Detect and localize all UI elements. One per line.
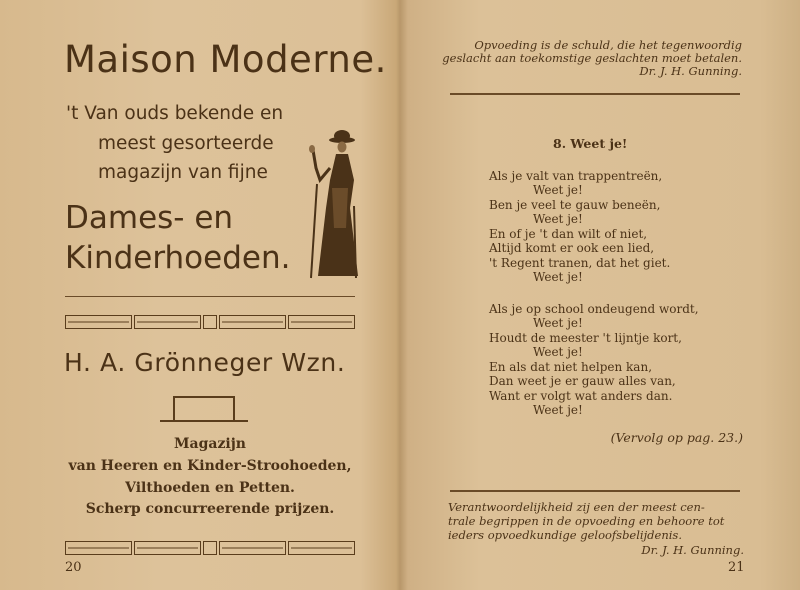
top-quote-line: geslacht aan toekomstige geslachten moet betalen. (442, 51, 742, 65)
category-line: Kinderhoeden. (65, 240, 291, 276)
firm-name: H. A. Grönneger Wzn. (64, 348, 346, 377)
poem-line: Weet je! (533, 212, 583, 226)
top-quote-line: Opvoeding is de schuld, die het tegenwoordig (474, 38, 742, 52)
poem-line: Weet je! (533, 345, 583, 359)
slogan-line: magazijn van fijne (98, 162, 268, 183)
poem-line: Weet je! (533, 270, 583, 284)
divider (65, 296, 355, 297)
poem-line: Als je op school ondeugend wordt, (489, 302, 699, 316)
bottom-quote-author: Dr. J. H. Gunning. (641, 543, 744, 557)
slogan-line: meest gesorteerde (98, 133, 274, 154)
category-line: Dames- en (65, 200, 234, 236)
poem-line: Want er volgt wat anders dan. (489, 389, 673, 403)
continued-note: (Vervolg op pag. 23.) (610, 430, 743, 445)
bottom-quote-line: Verantwoordelijkheid zij een der meest cen- (448, 500, 705, 514)
page-number: 20 (65, 560, 82, 575)
decorative-frieze (65, 315, 355, 329)
poem-line: Dan weet je er gauw alles van, (489, 374, 676, 388)
ad-line: Scherp concurreerende prijzen. (85, 501, 335, 517)
poem-line: Houdt de meester 't lijntje kort, (489, 331, 682, 345)
shop-heading: Maison Moderne. (64, 38, 387, 81)
poem-line: Ben je veel te gauw beneën, (489, 198, 661, 212)
divider (450, 490, 740, 492)
poem-line: Weet je! (533, 183, 583, 197)
slogan-line: 't Van ouds bekende en (66, 103, 284, 124)
decorative-frieze (65, 541, 355, 555)
poem-line: Weet je! (533, 403, 583, 417)
poem-line: Altijd komt er ook een lied, (489, 241, 655, 255)
poem-line: 't Regent tranen, dat het giet. (489, 256, 671, 270)
bottom-quote-line: ieders opvoedkundige geloofsbelijdenis. (448, 528, 682, 542)
divider (450, 93, 740, 95)
page-number: 21 (728, 560, 745, 575)
poem-line: En of je 't dan wilt of niet, (489, 227, 648, 241)
poem-line: Als je valt van trappentreën, (489, 169, 663, 183)
bottom-quote-line: trale begrippen in de opvoeding en behoore tot (448, 514, 725, 528)
ad-line: Vilthoeden en Petten. (125, 480, 295, 496)
top-quote-author: Dr. J. H. Gunning. (639, 64, 742, 78)
poem-line: En als dat niet helpen kan, (489, 360, 653, 374)
ad-line: van Heeren en Kinder-Stroohoeden, (68, 458, 352, 474)
woman-with-hat-illustration (300, 128, 362, 280)
ad-line: Magazijn (174, 436, 246, 452)
decorative-bracket (160, 393, 248, 423)
poem-line: Weet je! (533, 316, 583, 330)
poem-title: 8. Weet je! (553, 136, 628, 151)
